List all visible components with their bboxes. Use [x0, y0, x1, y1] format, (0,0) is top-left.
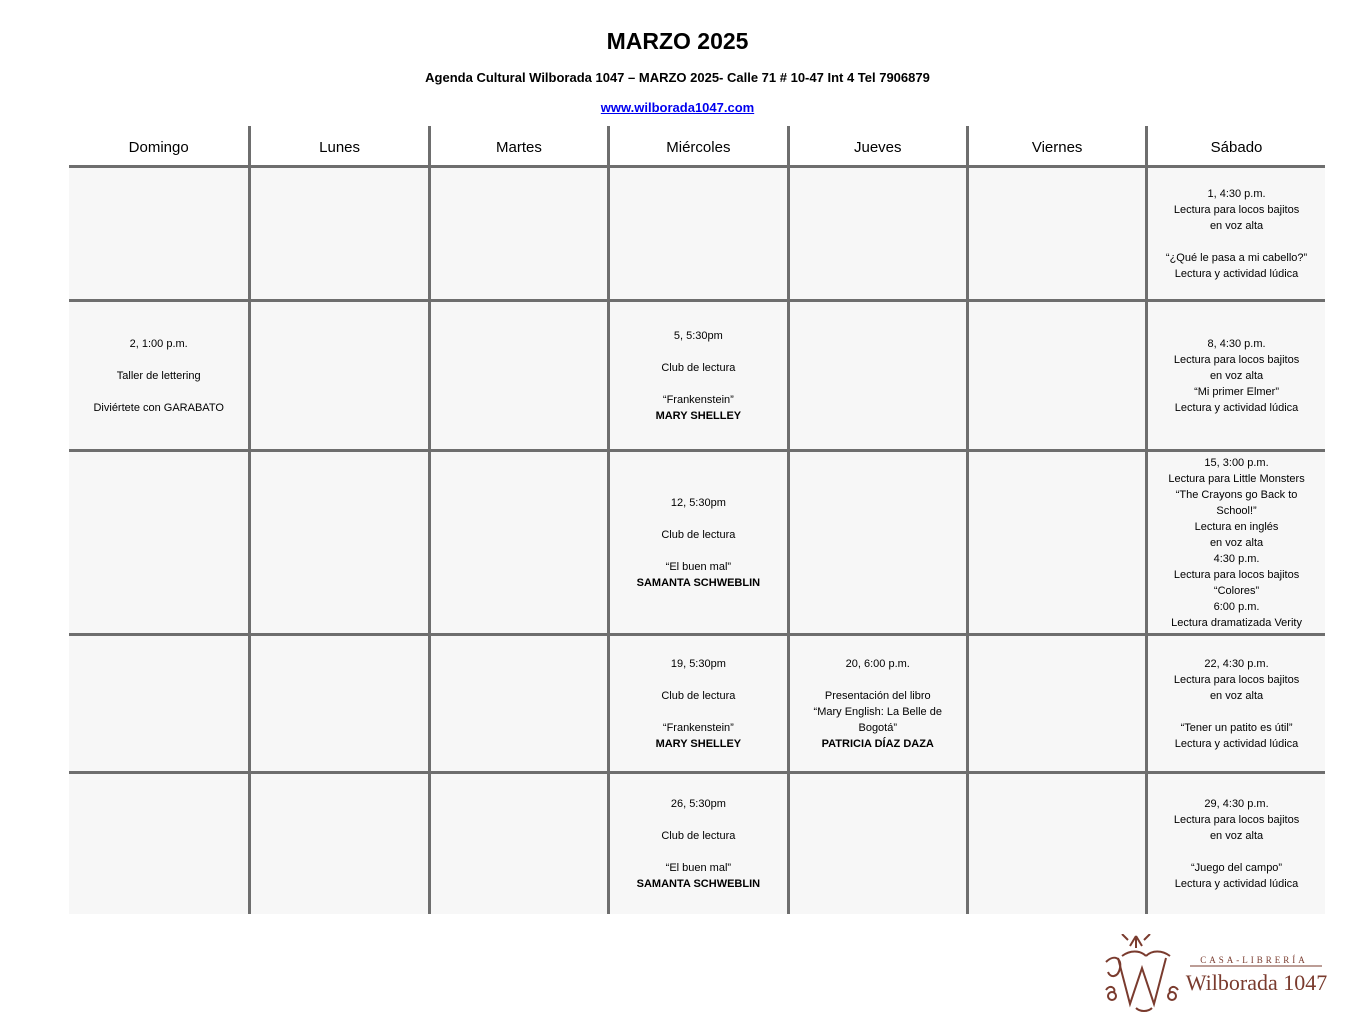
event-line: 26, 5:30pm — [670, 798, 726, 810]
week-row — [69, 302, 1325, 452]
event-line: Lectura para locos bajitos — [1173, 673, 1300, 686]
event-line: Club de lectura — [661, 830, 736, 842]
day-cell — [248, 636, 427, 771]
event-line: MARY SHELLEY — [655, 409, 742, 422]
event-line: en voz alta — [1209, 830, 1264, 842]
event-line: Lectura en inglés — [1194, 520, 1279, 533]
event-line: School!” — [1216, 504, 1257, 517]
week-row — [69, 452, 1325, 636]
day-cell — [69, 168, 248, 299]
day-cell — [787, 302, 966, 449]
day-cell — [1145, 452, 1324, 633]
event-line: 1, 4:30 p.m. — [1207, 187, 1266, 200]
event-line: Lectura para locos bajitos — [1173, 203, 1300, 216]
agenda-subtitle: Agenda Cultural Wilborada 1047 – MARZO 2025- Calle 71 # 10-47 Int 4 Tel 7906879 — [425, 70, 930, 85]
event-line: Club de lectura — [661, 689, 736, 702]
event-line: en voz alta — [1209, 536, 1264, 549]
week-row — [69, 636, 1325, 774]
event-line: Club de lectura — [661, 528, 736, 541]
day-cell — [1145, 774, 1324, 914]
event-line: 4:30 p.m. — [1213, 552, 1260, 565]
week-row — [69, 774, 1325, 914]
event-line: 12, 5:30pm — [670, 496, 726, 509]
event-line: 19, 5:30pm — [670, 657, 726, 670]
event-line: en voz alta — [1209, 689, 1264, 702]
event-line: Presentación del libro — [824, 689, 931, 702]
event-line: en voz alta — [1209, 219, 1264, 232]
day-cell — [69, 636, 248, 771]
event-line: 29, 4:30 p.m. — [1204, 798, 1269, 810]
event-line: 22, 4:30 p.m. — [1204, 657, 1269, 670]
event-line: “Juego del campo” — [1190, 862, 1283, 874]
day-cell — [248, 302, 427, 449]
page-title: MARZO 2025 — [606, 28, 749, 54]
day-cell — [428, 774, 607, 914]
weekday-thursday: Jueves — [787, 126, 966, 165]
event-line: Lectura y actividad lúdica — [1174, 878, 1299, 890]
event-line: Bogotá” — [858, 721, 898, 734]
day-cell — [1145, 636, 1324, 771]
day-cell — [69, 302, 248, 449]
day-cell — [428, 302, 607, 449]
day-cell — [787, 168, 966, 299]
day-cell — [428, 636, 607, 771]
event-line: SAMANTA SCHWEBLIN — [636, 878, 761, 890]
day-cell — [428, 168, 607, 299]
day-cell — [966, 302, 1145, 449]
weekday-monday: Lunes — [248, 126, 427, 165]
event-line: “Mary English: La Belle de — [813, 705, 942, 718]
event-line: “Frankenstein” — [662, 721, 734, 734]
logo-casa-libreria: CASA-LIBRERÍA — [1200, 955, 1308, 965]
day-cell — [966, 774, 1145, 914]
event-line: “El buen mal” — [665, 560, 732, 573]
day-cell — [248, 168, 427, 299]
event-line: “Mi primer Elmer” — [1194, 385, 1280, 398]
weekday-tuesday: Martes — [428, 126, 607, 165]
day-cell — [1145, 302, 1324, 449]
weekday-friday: Viernes — [966, 126, 1145, 165]
day-cell — [787, 636, 966, 771]
event-line: en voz alta — [1209, 369, 1264, 382]
website-link[interactable]: www.wilborada1047.com — [600, 100, 755, 115]
week-row — [69, 168, 1325, 302]
day-cell — [69, 452, 248, 633]
event-line: 8, 4:30 p.m. — [1207, 337, 1266, 350]
day-cell — [966, 636, 1145, 771]
weekday-sunday: Domingo — [128, 139, 189, 156]
website-line — [0, 100, 1355, 115]
event-line: “¿Qué le pasa a mi cabello?” — [1165, 251, 1308, 264]
event-line: Lectura y actividad lúdica — [1174, 401, 1299, 414]
day-cell — [248, 774, 427, 914]
weekday-header — [69, 126, 1325, 168]
event-line: Lectura para Little Monsters — [1168, 472, 1305, 485]
day-cell — [607, 302, 786, 449]
day-cell — [787, 452, 966, 633]
day-cell — [248, 452, 427, 633]
event-line: Lectura dramatizada Verity — [1171, 616, 1302, 629]
event-line: 5, 5:30pm — [673, 329, 723, 342]
event-line: MARY SHELLEY — [655, 737, 742, 750]
day-cell — [966, 168, 1145, 299]
event-line: “Frankenstein” — [662, 393, 734, 406]
event-line: 2, 1:00 p.m. — [129, 337, 188, 350]
day-cell — [607, 168, 786, 299]
day-cell — [1145, 168, 1324, 299]
event-line: “Tener un patito es útil” — [1180, 721, 1293, 734]
event-line: Lectura para locos bajitos — [1173, 568, 1300, 581]
day-cell — [607, 636, 786, 771]
weekday-wednesday: Miércoles — [607, 126, 786, 165]
event-line: SAMANTA SCHWEBLIN — [636, 576, 761, 589]
event-line: Diviértete con GARABATO — [93, 401, 224, 414]
event-line: Lectura para locos bajitos — [1173, 353, 1300, 366]
event-line: “Colores” — [1213, 584, 1260, 597]
day-cell — [428, 452, 607, 633]
event-line: 15, 3:00 p.m. — [1204, 456, 1269, 469]
calendar-weeks — [69, 168, 1325, 914]
event-line: 20, 6:00 p.m. — [845, 657, 910, 670]
day-cell — [966, 452, 1145, 633]
day-cell — [607, 774, 786, 914]
calendar-grid — [69, 126, 1325, 914]
day-cell — [607, 452, 786, 633]
event-line: Lectura y actividad lúdica — [1174, 267, 1299, 280]
day-cell — [69, 774, 248, 914]
event-line: Lectura y actividad lúdica — [1174, 737, 1299, 750]
event-line: 6:00 p.m. — [1213, 600, 1260, 613]
event-line: Taller de lettering — [116, 369, 201, 382]
day-cell — [787, 774, 966, 914]
event-line: PATRICIA DÍAZ DAZA — [821, 737, 934, 750]
logo-wilborada: Wilborada 1047 — [1185, 970, 1328, 995]
event-line: Lectura para locos bajitos — [1173, 814, 1300, 826]
event-line: Club de lectura — [661, 361, 736, 374]
weekday-saturday: Sábado — [1145, 126, 1324, 165]
event-line: “The Crayons go Back to — [1175, 488, 1298, 501]
event-line: “El buen mal” — [665, 862, 732, 874]
